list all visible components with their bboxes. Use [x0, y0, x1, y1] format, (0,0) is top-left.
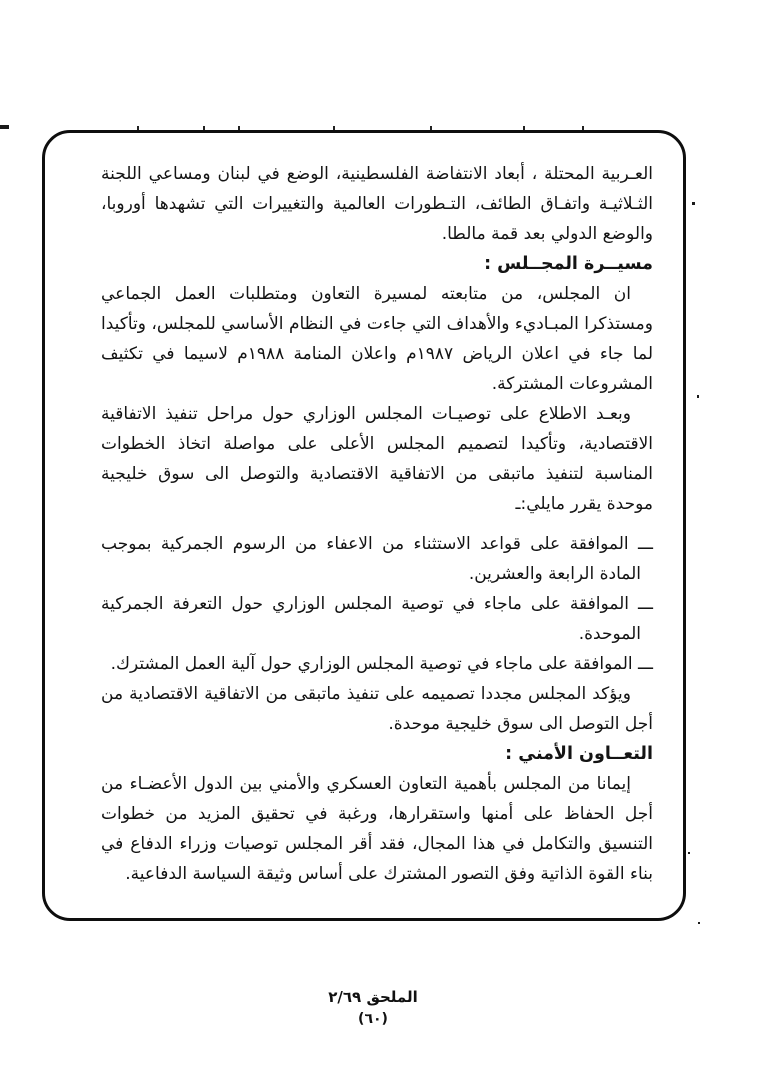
dash-bullet-marker: ـــ — [628, 534, 653, 554]
page-footer — [0, 988, 746, 1027]
decision-item-text: الموافقة على قواعد الاستثناء من الاعفاء من الرسوم الجمركية بموجب المادة الرابعة والعشرين. — [101, 534, 641, 584]
dash-bullet-marker: ـــ — [629, 594, 653, 614]
scan-artifact-dot — [692, 202, 695, 205]
section-heading-security-cooperation: التعــاون الأمني : — [505, 744, 653, 764]
security-cooperation-paragraph: إيمانا من المجلس بأهمية التعاون العسكري والأمني بين الدول الأعضـاء من أجل الحفاظ على أمنها واستقرارها، ورغبة في تحقيق المزيد من خطوات التنسيق والتكامل في هذا المجال، فقد أقر المجلس توصيات وزراء الدفاع في بناء القوة الذاتية وفق التصور المشترك على أساس وثيقة السياسة الدفاعية. — [101, 774, 653, 884]
section-heading-council-march: مسيــرة المجــلس : — [484, 254, 653, 274]
decision-item — [101, 589, 653, 649]
scan-artifact-dot — [697, 395, 699, 398]
scan-artifact-left-edge-dash — [0, 125, 9, 129]
annex-label: الملحق ٢/٦٩ — [328, 988, 418, 1006]
decision-item-text: الموافقة على ماجاء في توصية المجلس الوزاري حول التعرفة الجمركية الموحدة. — [101, 594, 641, 644]
decision-item — [101, 529, 653, 589]
page-number: (٦٠) — [358, 1011, 388, 1027]
decision-list — [101, 529, 653, 679]
council-march-closing-paragraph: ويؤكد المجلس مجددا تصميمه على تنفيذ ماتبقى من الاتفاقية الاقتصادية من أجل التوصل الى سوق خليجية موحدة. — [101, 684, 653, 734]
scan-artifact-dot — [688, 852, 690, 854]
opening-paragraph: العـربية المحتلة ، أبعاد الانتفاضة الفلسطينية، الوضع في لبنان ومساعي اللجنة الثـلاثيـة واتفـاق الطائف، التـطورات العالمية والتغييرات التي تشهدها أوروبا، والوضع الدولي بعد قمة مالطا. — [101, 164, 653, 244]
document-border-frame — [42, 130, 686, 921]
document-body-text — [45, 133, 683, 918]
decision-item — [101, 649, 653, 679]
council-march-paragraph-2: وبعـد الاطلاع على توصيـات المجلس الوزاري حول مراحل تنفيذ الاتفاقية الاقتصادية، وتأكيدا لتصميم المجلس الأعلى على مواصلة اتخاذ الخطوات المناسبة لتنفيذ ماتبقى من الاتفاقية الاقتصادية والتوصل الى سوق خليجية موحدة يقرر مايلي:ـ — [101, 404, 653, 514]
dash-bullet-marker: ـــ — [632, 654, 653, 674]
scan-artifact-dot — [698, 922, 700, 924]
council-march-paragraph-1: ان المجلس، من متابعته لمسيرة التعاون ومتطلبات العمل الجماعي ومستذكرا المبـاديء والأهداف التي جاءت في النظام الأساسي للمجلس، وتأكيدا لما جاء في اعلان الرياض ١٩٨٧م واعلان المنامة ١٩٨٨م لاسيما في تكثيف المشروعات المشتركة. — [101, 284, 653, 394]
decision-item-text: الموافقة على ماجاء في توصية المجلس الوزاري حول آلية العمل المشترك. — [110, 654, 633, 674]
